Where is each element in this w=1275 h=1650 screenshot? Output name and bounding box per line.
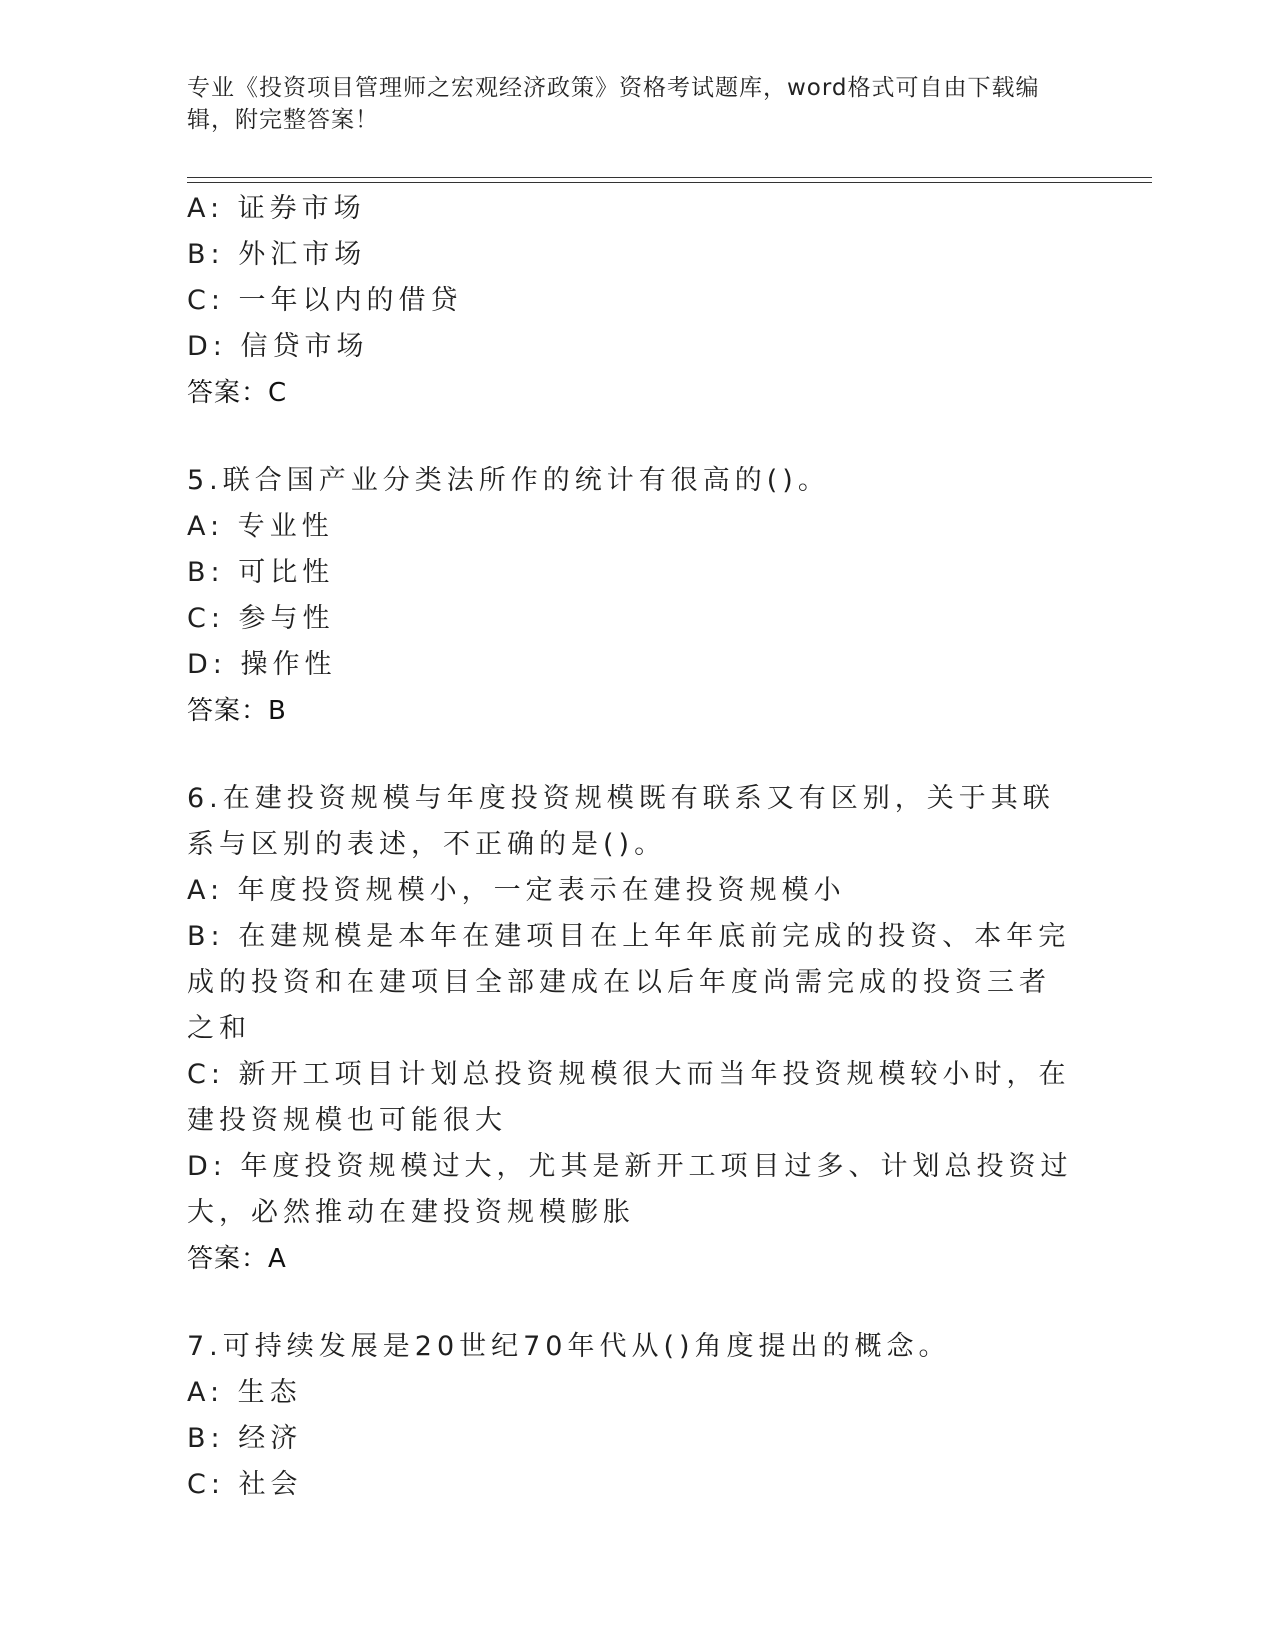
question-text: 6.在建投资规模与年度投资规模既有联系又有区别，关于其联系与区别的表述，不正确的是()。 bbox=[187, 783, 1055, 860]
option-c: C: 一年以内的借贷 bbox=[187, 285, 463, 316]
question-7-block bbox=[187, 1324, 1087, 1508]
spacer bbox=[187, 1282, 1087, 1324]
option-b: B: 在建规模是本年在建项目在上年年底前完成的投资、本年完成的投资和在建项目全部建成在以后年度尚需完成的投资三者之和 bbox=[187, 921, 1071, 1044]
option-a: A: 专业性 bbox=[187, 511, 334, 542]
question-text: 7.可持续发展是20世纪70年代从()角度提出的概念。 bbox=[187, 1331, 951, 1362]
question-4-block bbox=[187, 186, 1087, 416]
header-divider-top bbox=[187, 177, 1152, 178]
question-text: 5.联合国产业分类法所作的统计有很高的()。 bbox=[187, 465, 830, 496]
option-c: C: 社会 bbox=[187, 1469, 303, 1500]
header-divider-bottom bbox=[187, 182, 1152, 183]
option-b: B: 经济 bbox=[187, 1423, 303, 1454]
answer-label: 答案：A bbox=[187, 1244, 287, 1274]
question-list bbox=[187, 186, 1087, 1508]
spacer bbox=[187, 416, 1087, 458]
answer-label: 答案：B bbox=[187, 696, 287, 726]
option-d: D: 年度投资规模过大，尤其是新开工项目过多、计划总投资过大，必然推动在建投资规模膨胀 bbox=[187, 1151, 1073, 1228]
option-c: C: 新开工项目计划总投资规模很大而当年投资规模较小时，在建投资规模也可能很大 bbox=[187, 1059, 1071, 1136]
answer-label: 答案：C bbox=[187, 378, 288, 408]
spacer bbox=[187, 734, 1087, 776]
document-header bbox=[187, 72, 1077, 136]
option-a: A: 年度投资规模小，一定表示在建投资规模小 bbox=[187, 875, 846, 906]
option-b: B: 外汇市场 bbox=[187, 239, 367, 270]
header-title: 专业《投资项目管理师之宏观经济政策》资格考试题库，word格式可自由下载编辑，附完整答案！ bbox=[187, 75, 1040, 133]
option-a: A: 生态 bbox=[187, 1377, 302, 1408]
question-5-block bbox=[187, 458, 1087, 734]
option-b: B: 可比性 bbox=[187, 557, 335, 588]
option-d: D: 信贷市场 bbox=[187, 331, 369, 362]
option-d: D: 操作性 bbox=[187, 649, 337, 680]
option-a: A: 证券市场 bbox=[187, 193, 366, 224]
option-c: C: 参与性 bbox=[187, 603, 335, 634]
question-6-block bbox=[187, 776, 1087, 1282]
